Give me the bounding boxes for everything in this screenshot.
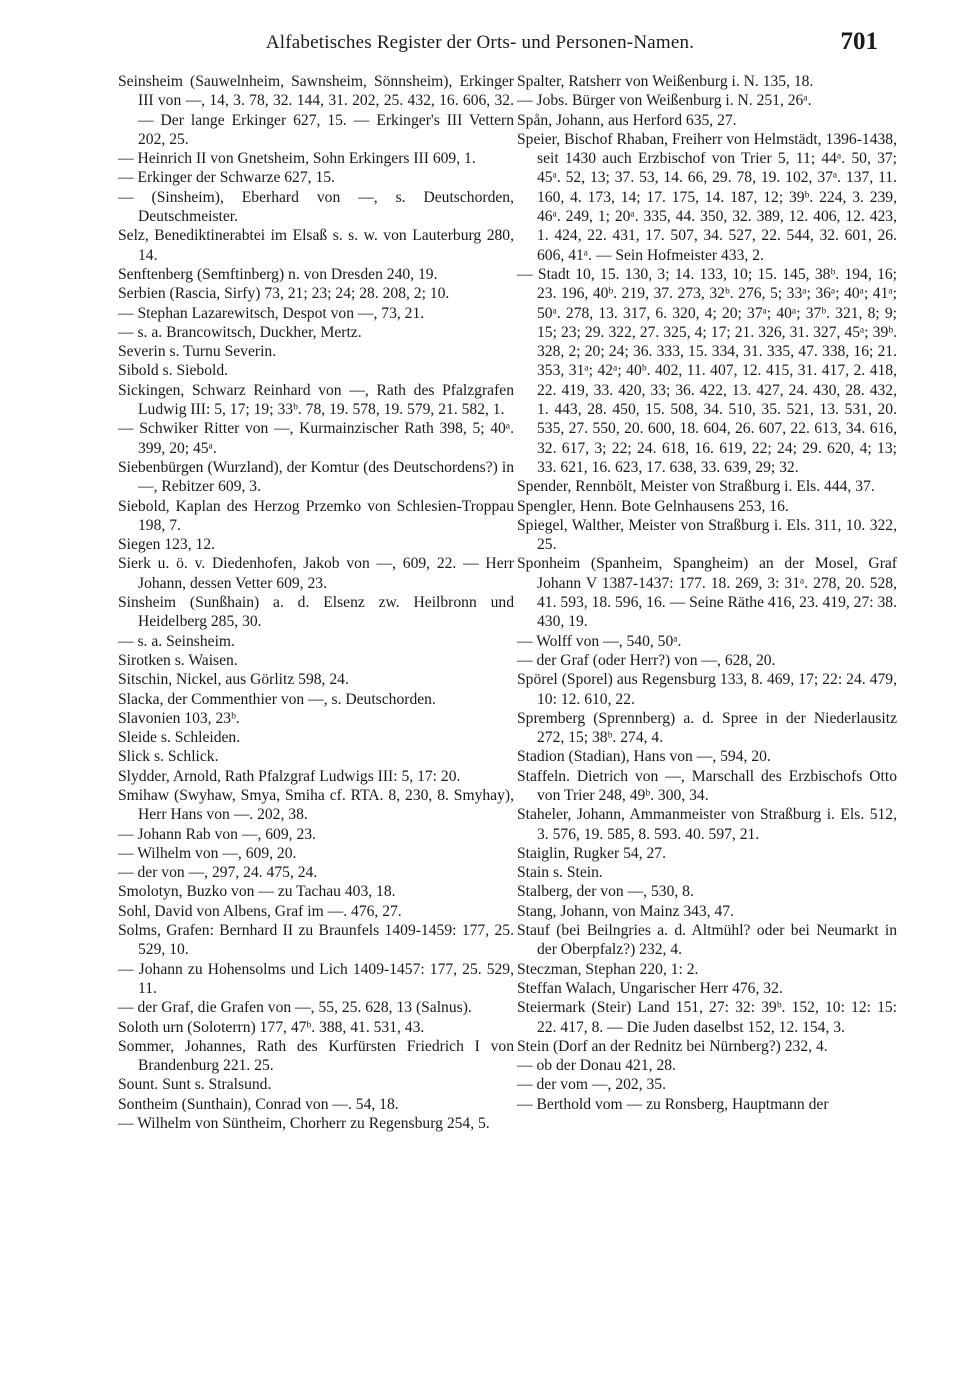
register-entry: Speier, Bischof Rhaban, Freiherr von Helmstädt, 1396-1438, seit 1430 auch Erzbischof von Trier 5, 11; 44ᵃ. 50, 37; 45ᵃ. 52, 13; 37. 53, 14. 66, 29. 78, 19. 102, 37ᵃ. 137, 11. 160, 4. 173, 14; 17. 175, 14. 187, 12; 39ᵇ. 224, 3. 239, 46ᵃ. 249, 1; 20ᵃ. 335, 44. 350, 32. 389, 12. 406, 12. 423, 1. 424, 22. 431, 17. 507, 34. 527, 22. 544, 32. 601, 26. 606, 41ᵃ. — Sein Hofmeister 433, 2. bbox=[517, 130, 897, 264]
register-entry: Sontheim (Sunthain), Conrad von —. 54, 18. bbox=[118, 1095, 399, 1113]
register-entry: Senftenberg (Semftinberg) n. von Dresden 240, 19. bbox=[118, 265, 438, 283]
register-entry: — (Sinsheim), Eberhard von —, s. Deutschorden, Deutschmeister. bbox=[118, 188, 514, 226]
register-entry: — Heinrich II von Gnetsheim, Sohn Erkingers III 609, 1. bbox=[118, 150, 476, 168]
register-entry: Spalter, Ratsherr von Weißenburg i. N. 135, 18. bbox=[517, 73, 814, 90]
register-entry: — Jobs. Bürger von Weißenburg i. N. 251, 26ᵃ. bbox=[517, 92, 812, 110]
page-title: Alfabetisches Register der Orts- und Personen-Namen. bbox=[265, 32, 695, 53]
register-entry: Siebold, Kaplan des Herzog Przemko von Schlesien-Troppau 198, 7. bbox=[118, 497, 514, 534]
register-entry: Sleide s. Schleiden. bbox=[118, 729, 241, 747]
register-entry: Sibold s. Siebold. bbox=[118, 362, 229, 380]
register-entry: Stang, Johann, von Mainz 343, 47. bbox=[517, 902, 734, 920]
register-entry: Spremberg (Sprennberg) a. d. Spree in der Niederlausitz 272, 15; 38ᵇ. 274, 4. bbox=[517, 709, 897, 747]
page-number: 701 bbox=[840, 28, 878, 55]
register-entry: Severin s. Turnu Severin. bbox=[118, 343, 277, 361]
register-entry: — ob der Donau 421, 28. bbox=[517, 1057, 676, 1075]
register-entry: Steiermark (Steir) Land 151, 27: 32: 39ᵇ. 152, 10: 12: 15: 22. 417, 8. — Die Juden daselbst 152, 12. 154, 3. bbox=[517, 999, 897, 1036]
register-entry: — Wilhelm von —, 609, 20. bbox=[118, 844, 297, 862]
register-entry: Stain s. Stein. bbox=[517, 864, 603, 882]
register-entry: Sitschin, Nickel, aus Görlitz 598, 24. bbox=[118, 671, 349, 689]
register-entry: Solms, Grafen: Bernhard II zu Braunfels 1409-1459: 177, 25. 529, 10. bbox=[118, 922, 514, 959]
register-entry: Slydder, Arnold, Rath Pfalzgraf Ludwigs III: 5, 17: 20. bbox=[118, 767, 461, 785]
register-entry: Sierk u. ö. v. Diedenhofen, Jakob von —, 609, 22. — Herr Johann, dessen Vetter 609, 23. bbox=[118, 555, 514, 592]
register-entry: Seinsheim (Sauwelnheim, Sawnsheim, Sönnsheim), Erkinger III von —, 14, 3. 78, 32. 144, 31. 202, 25. 432, 16. 606, 32. — Der lange Erkinger 627, 15. — Erkinger's III Vettern 202, 25. bbox=[118, 73, 514, 148]
register-entry: Siegen 123, 12. bbox=[118, 536, 216, 554]
register-entry: Smihaw (Swyhaw, Smya, Smiha cf. RTA. 8, 230, 8. Smyhay), Herr Hans von —. 202, 38. bbox=[118, 786, 514, 824]
register-entry: — Berthold vom — zu Ronsberg, Hauptmann der bbox=[517, 1095, 829, 1113]
register-entry: — Stadt 10, 15. 130, 3; 14. 133, 10; 15. 145, 38ᵇ. 194, 16; 23. 196, 40ᵇ. 219, 37. 273, 32ᵇ. 276, 5; 33ᵃ; 36ᵃ; 40ᵃ; 41ᵃ; 50ᵃ. 278, 13. 317, 6. 320, 4; 20; 37ᵃ; 40ᵃ; 37ᵇ. 321, 8; 9; 15; 23; 29. 322, 27. 325, 4; 17; 21. 326, 31. 327, 45ᵃ; 39ᵇ. 328, 2; 20; 24; 36. 333, 15. 334, 31. 335, 47. 338, 16; 21. 353, 31ᵃ; 42ᵃ; 40ᵇ. 402, 11. 407, 12. 415, 31. 417, 2. 418, 22. 419, 33. 420, 33; 36. 422, 13. 427, 24. 430, 28. 432, 1. 443, 28. 450, 15. 508, 34. 510, 35. 521, 13. 531, 20. 535, 27. 550, 20. 600, 18. 604, 26. 607, 22. 613, 34. 616, 32. 617, 3; 22; 24. 618, 16. 619, 22; 24; 29. 620, 4; 13; 33. 621, 16. 623, 17. 638, 33. 639, 29; 32. bbox=[517, 265, 897, 476]
register-entry: — Wolff von —, 540, 50ᵃ. bbox=[517, 632, 682, 650]
register-entry: Sickingen, Schwarz Reinhard von —, Rath des Pfalzgrafen Ludwig III: 5, 17; 19; 33ᵇ. 78, 19. 578, 19. 579, 21. 582, 1. bbox=[118, 381, 514, 419]
register-entry: — Wilhelm von Süntheim, Chorherr zu Regensburg 254, 5. bbox=[118, 1115, 490, 1133]
register-entry: Sohl, David von Albens, Graf im —. 476, 27. bbox=[118, 902, 402, 920]
register-entry: Staiglin, Rugker 54, 27. bbox=[517, 844, 667, 862]
right-column bbox=[517, 72, 897, 1114]
register-entry: Serbien (Rascia, Sirfy) 73, 21; 23; 24; 28. 208, 2; 10. bbox=[118, 285, 450, 303]
register-entry: — s. a. Brancowitsch, Duckher, Mertz. bbox=[118, 323, 362, 341]
register-entry: Steczman, Stephan 220, 1: 2. bbox=[517, 960, 699, 978]
register-entry: Sount. Sunt s. Stralsund. bbox=[118, 1076, 272, 1094]
register-entry: Staffeln. Dietrich von —, Marschall des Erzbischofs Otto von Trier 248, 49ᵇ. 300, 34. bbox=[517, 767, 897, 804]
register-entry: — der Graf (oder Herr?) von —, 628, 20. bbox=[517, 651, 776, 669]
register-entry: Spörel (Sporel) aus Regensburg 133, 8. 469, 17; 22: 24. 479, 10: 12. 610, 22. bbox=[517, 671, 897, 708]
register-entry: Stauf (bei Beilngries a. d. Altmühl? oder bei Neumarkt in der Oberpfalz?) 232, 4. bbox=[517, 922, 897, 959]
register-entry: Selz, Benediktinerabtei im Elsaß s. s. w. von Lauterburg 280, 14. bbox=[118, 227, 514, 264]
register-entry: Spån, Johann, aus Herford 635, 27. bbox=[517, 111, 737, 129]
register-entry: Spengler, Henn. Bote Gelnhausens 253, 16. bbox=[517, 497, 789, 515]
register-entry: Stalberg, der von —, 530, 8. bbox=[517, 883, 694, 901]
page-header bbox=[0, 26, 960, 66]
register-entry: Stadion (Stadian), Hans von —, 594, 20. bbox=[517, 748, 771, 766]
register-entry: Soloth urn (Soloterrn) 177, 47ᵇ. 388, 41. 531, 43. bbox=[118, 1018, 425, 1036]
register-entry: — der von —, 297, 24. 475, 24. bbox=[118, 864, 318, 882]
register-entry: Spender, Rennbölt, Meister von Straßburg i. Els. 444, 37. bbox=[517, 478, 875, 496]
register-entry: — der vom —, 202, 35. bbox=[517, 1076, 666, 1094]
register-entry: — Johann zu Hohensolms und Lich 1409-1457: 177, 25. 529, 11. bbox=[118, 960, 514, 997]
register-entry: Smolotyn, Buzko von — zu Tachau 403, 18. bbox=[118, 883, 396, 901]
left-column bbox=[118, 72, 514, 1133]
register-entry: Spiegel, Walther, Meister von Straßburg i. Els. 311, 10. 322, 25. bbox=[517, 516, 897, 554]
register-entry: Sinsheim (Sunßhain) a. d. Elsenz zw. Heilbronn und Heidelberg 285, 30. bbox=[118, 594, 514, 631]
register-entry: Sommer, Johannes, Rath des Kurfürsten Friedrich I von Brandenburg 221. 25. bbox=[118, 1037, 514, 1075]
register-entry: Slacka, der Commenthier von —, s. Deutschorden. bbox=[118, 690, 436, 708]
register-entry: Staheler, Johann, Ammanmeister von Straßburg i. Els. 512, 3. 576, 19. 585, 8. 593. 40. 597, 21. bbox=[517, 806, 897, 843]
register-entry: Slick s. Schlick. bbox=[118, 748, 219, 766]
register-entry: Siebenbürgen (Wurzland), der Komtur (des Deutschordens?) in —, Rebitzer 609, 3. bbox=[118, 458, 514, 496]
register-entry: — Schwiker Ritter von —, Kurmainzischer Rath 398, 5; 40ᵃ. 399, 20; 45ᵃ. bbox=[118, 420, 514, 457]
register-entry: — Johann Rab von —, 609, 23. bbox=[118, 825, 316, 843]
register-entry: Steffan Walach, Ungarischer Herr 476, 32. bbox=[517, 979, 783, 997]
register-entry: — s. a. Seinsheim. bbox=[118, 632, 235, 650]
register-entry: Sponheim (Spanheim, Spangheim) an der Mosel, Graf Johann V 1387-1437: 177. 18. 269, 3: 31ᵃ. 278, 20. 528, 41. 593, 18. 596, 16. — Seine Räthe 416, 23. 419, 27: 38. 430, 19. bbox=[517, 555, 897, 631]
register-entry: — der Graf, die Grafen von —, 55, 25. 628, 13 (Salnus). bbox=[118, 999, 472, 1017]
register-entry: — Erkinger der Schwarze 627, 15. bbox=[118, 169, 335, 187]
register-entry: — Stephan Lazarewitsch, Despot von —, 73, 21. bbox=[118, 304, 425, 322]
register-entry: Slavonien 103, 23ᵇ. bbox=[118, 709, 240, 727]
register-entry: Sirotken s. Waisen. bbox=[118, 651, 238, 669]
register-entry: Stein (Dorf an der Rednitz bei Nürnberg?) 232, 4. bbox=[517, 1037, 828, 1055]
